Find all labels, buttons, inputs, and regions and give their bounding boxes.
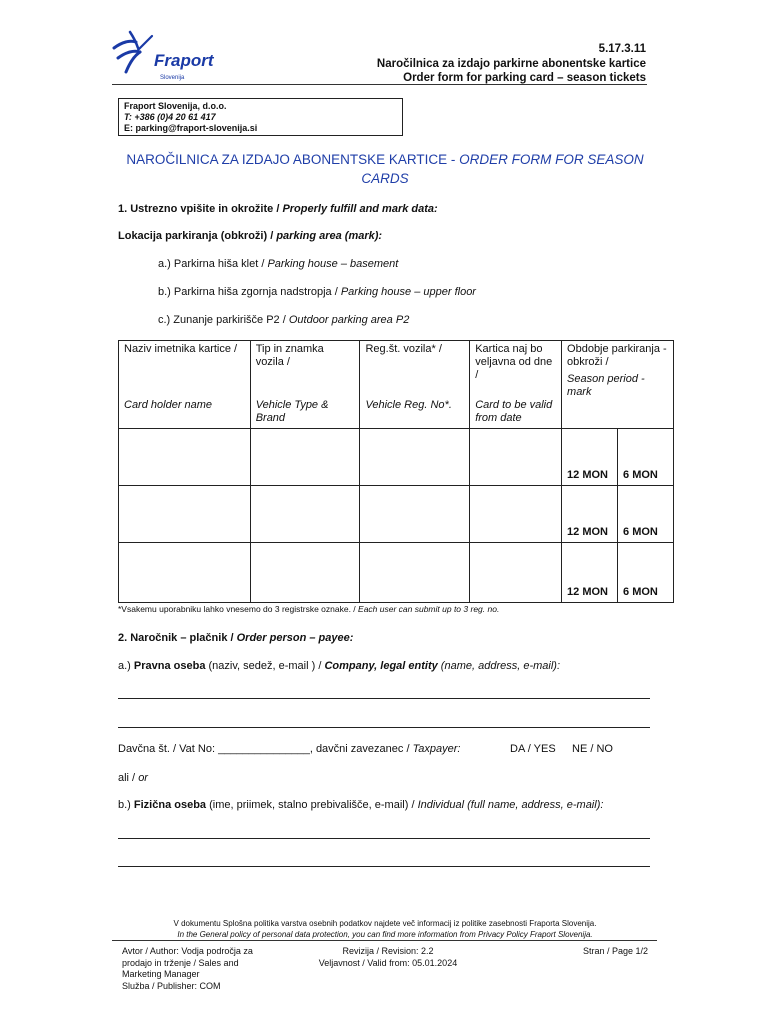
individual-line-2[interactable] <box>118 866 650 867</box>
table-header-row <box>119 341 674 429</box>
individual-label <box>118 799 603 811</box>
document-title-en: Order form for parking card – season tickets <box>403 72 646 84</box>
footer-author <box>122 946 253 992</box>
form-title <box>118 150 652 188</box>
or-label-sl: ali / <box>118 772 139 784</box>
or-label-en: or <box>138 772 148 784</box>
form-title-en: ORDER FORM FOR SEASON CARDS <box>361 152 644 186</box>
header-season-period-sl: Obdobje parkiranja - obkroži / <box>567 343 667 368</box>
location-heading-sl: Lokacija parkiranja (obkroži) / <box>118 230 277 242</box>
period-12-option[interactable]: 12 MON <box>562 429 618 486</box>
individual-en: Individual (full name, address, e-mail): <box>417 799 604 811</box>
vehicle-type-cell[interactable] <box>250 486 360 543</box>
card-holder-cell[interactable] <box>119 543 251 603</box>
footer-author-line: Avtor / Author: Vodja področja za <box>122 946 253 956</box>
footer-author-line: prodajo in trženje / Sales and <box>122 957 239 968</box>
location-heading-en: parking area (mark): <box>276 230 383 242</box>
footer-revision-text: Revizija / Revision: 2.2 <box>342 946 434 956</box>
header-vehicle-type-en: Vehicle Type & Brand <box>255 399 329 424</box>
valid-from-cell[interactable] <box>470 429 562 486</box>
document-header <box>377 42 646 86</box>
or-label <box>118 772 148 784</box>
table-row <box>119 543 674 603</box>
table-row <box>119 486 674 543</box>
period-12-option[interactable]: 12 MON <box>562 486 618 543</box>
table-row <box>119 429 674 486</box>
document-number: 5.17.3.11 <box>598 43 646 55</box>
contact-email: E: parking@fraport-slovenija.si <box>124 123 258 133</box>
header-card-holder-sl: Naziv imetnika kartice / <box>124 343 238 355</box>
document-title-sl: Naročilnica za izdajo parkirne abonentske kartice <box>376 57 646 70</box>
footer-revision <box>308 946 468 969</box>
header-reg-no-en: Vehicle Reg. No*. <box>365 399 452 411</box>
header-season-period-en: Season period - mark <box>567 373 645 398</box>
option-a-en: Parking house – basement <box>267 258 399 270</box>
header-divider <box>112 84 647 85</box>
footer-publisher-line: Služba / Publisher: COM <box>122 980 221 991</box>
section2-heading <box>118 632 353 644</box>
parking-option-a[interactable] <box>158 258 398 270</box>
vehicle-type-cell[interactable] <box>250 543 360 603</box>
header-valid-from-en: Card to be valid from date <box>475 399 553 424</box>
legal-entity-bold-sl: Pravna oseba <box>133 660 206 672</box>
option-b-en: Parking house – upper floor <box>340 286 476 298</box>
section1-heading-sl: 1. Ustrezno vpišite in okrožite / <box>118 203 283 215</box>
footer-divider <box>112 940 657 941</box>
privacy-note <box>118 918 652 940</box>
header-vehicle-type <box>250 341 360 429</box>
legal-entity-prefix: a.) <box>118 660 134 672</box>
vehicle-type-cell[interactable] <box>250 429 360 486</box>
valid-from-cell[interactable] <box>470 486 562 543</box>
period-6-option[interactable]: 6 MON <box>618 429 674 486</box>
individual-prefix: b.) <box>118 799 134 811</box>
individual-bold-sl: Fizična oseba <box>133 799 207 811</box>
legal-entity-sl-rest: (naziv, sedež, e-mail ) / <box>205 660 325 672</box>
parking-option-c[interactable] <box>158 314 409 326</box>
section2-heading-sl: 2. Naročnik – plačnik / <box>118 632 237 644</box>
taxpayer-label-en: Taxpayer: <box>412 743 461 755</box>
section2-heading-en: Order person – payee: <box>236 632 354 644</box>
vat-input-line[interactable]: _______________ <box>218 743 310 755</box>
form-title-sl: NAROČILNICA ZA IZDAJO ABONENTSKE KARTICE - <box>126 152 460 167</box>
legal-entity-line-2[interactable] <box>118 727 650 728</box>
parking-option-b[interactable] <box>158 286 476 298</box>
section1-heading <box>118 203 438 215</box>
footer-valid-from-text: Veljavnost / Valid from: 05.01.2024 <box>318 957 458 968</box>
fraport-logo <box>112 28 222 82</box>
card-holder-cell[interactable] <box>119 429 251 486</box>
vat-label: Davčna št. / Vat No: <box>118 743 219 755</box>
reg-no-cell[interactable] <box>360 486 470 543</box>
taxpayer-no-option[interactable]: NE / NO <box>572 743 613 755</box>
header-season-period <box>562 341 674 429</box>
valid-from-cell[interactable] <box>470 543 562 603</box>
period-12-option[interactable]: 12 MON <box>562 543 618 603</box>
legal-entity-label <box>118 660 560 672</box>
header-reg-no-sl: Reg.št. vozila* / <box>365 343 442 355</box>
footer-author-line: Marketing Manager <box>122 969 200 979</box>
header-card-holder <box>119 341 251 429</box>
privacy-note-sl: V dokumentu Splošna politika varstva osebnih podatkov najdete več informacij iz politike zasebnosti Fraporta Slovenija. <box>173 919 597 928</box>
card-order-table <box>118 340 674 603</box>
legal-entity-line-1[interactable] <box>118 698 650 699</box>
footnote-sl: *Vsakemu uporabniku lahko vnesemo do 3 registrske oznake. / <box>118 604 359 614</box>
fraport-logo-mark <box>112 28 222 82</box>
option-c-sl: c.) Zunanje parkirišče P2 / <box>158 314 289 326</box>
legal-entity-en-rest: (name, address, e-mail): <box>437 660 561 672</box>
header-vehicle-type-sl: Tip in znamka vozila / <box>255 343 324 368</box>
header-valid-from-sl: Kartica naj bo veljavna od dne / <box>475 343 553 381</box>
footnote-en: Each user can submit up to 3 reg. no. <box>358 604 500 614</box>
individual-sl-rest: (ime, priimek, stalno prebivališče, e-mail) / <box>206 799 418 811</box>
contact-box <box>118 98 403 136</box>
header-card-holder-en: Card holder name <box>124 399 213 411</box>
taxpayer-yes-option[interactable]: DA / YES <box>510 743 556 755</box>
individual-line-1[interactable] <box>118 838 650 839</box>
reg-no-footnote <box>118 604 499 614</box>
option-b-sl: b.) Parkirna hiša zgornja nadstropja / <box>158 286 341 298</box>
card-holder-cell[interactable] <box>119 486 251 543</box>
reg-no-cell[interactable] <box>360 543 470 603</box>
logo-brand-text: Fraport <box>154 51 214 70</box>
header-valid-from <box>470 341 562 429</box>
privacy-note-en: In the General policy of personal data protection, you can find more information from Privacy Policy Fraport Slovenija. <box>177 930 593 939</box>
period-6-option[interactable]: 6 MON <box>618 543 674 603</box>
reg-no-cell[interactable] <box>360 429 470 486</box>
header-reg-no <box>360 341 470 429</box>
period-6-option[interactable]: 6 MON <box>618 486 674 543</box>
taxpayer-label-sl: , davčni zavezanec / <box>309 743 413 755</box>
option-a-sl: a.) Parkirna hiša klet / <box>158 258 268 270</box>
legal-entity-bold-en: Company, legal entity <box>324 660 438 672</box>
location-heading <box>118 230 382 242</box>
footer-page-number: Stran / Page 1/2 <box>582 946 648 956</box>
contact-phone: T: +386 (0)4 20 61 417 <box>124 112 216 122</box>
logo-sub-text: Slovenija <box>160 75 185 81</box>
section1-heading-en: Properly fulfill and mark data: <box>282 203 438 215</box>
vat-row <box>118 743 460 755</box>
option-c-en: Outdoor parking area P2 <box>288 314 410 326</box>
contact-company: Fraport Slovenija, d.o.o. <box>124 101 227 111</box>
